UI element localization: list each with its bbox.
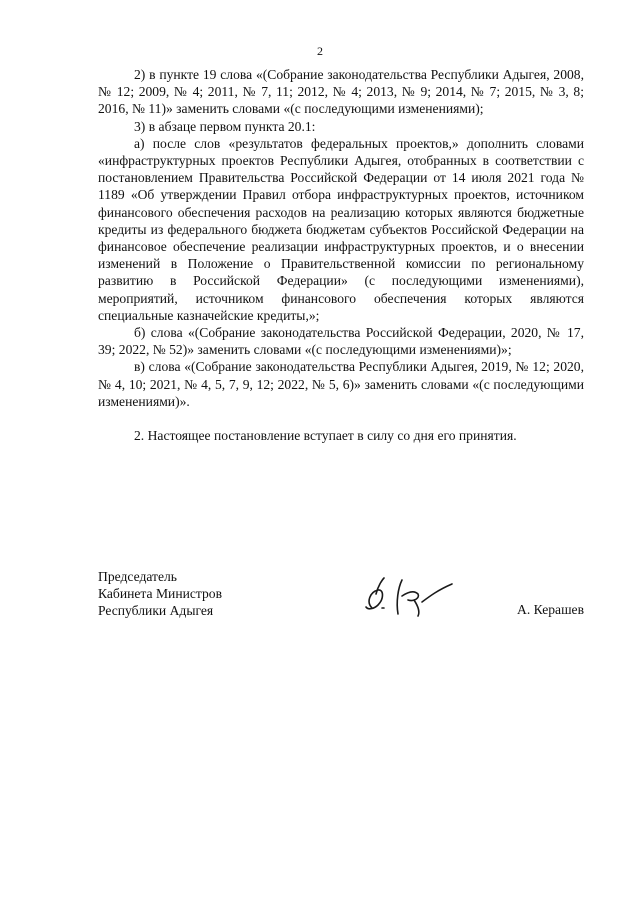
document-body	[98, 66, 584, 444]
signatory-name: А. Керашев	[517, 602, 584, 617]
paragraph-item-3: 3) в абзаце первом пункта 20.1:	[134, 118, 316, 134]
paragraph-effective-date: 2. Настоящее постановление вступает в силу со дня его принятия.	[134, 428, 517, 444]
signatory-title-line: Кабинета Министров	[98, 586, 223, 601]
handwritten-signature	[358, 572, 458, 622]
paragraph-item-2: 2) в пункте 19 слова «(Собрание законодательства Республики Адыгея, 2008, № 12; 2009, № 4; 2011, № 7, 11; 2012, № 4; 2013, № 9; 2014, № 7; 2015, № 3, 8; 2016, № 11)» заменить словами «(с последующими изменениями);	[98, 67, 584, 117]
signatory-title	[98, 568, 222, 619]
page-number: 2	[317, 44, 323, 58]
paragraph-subitem-v: в) слова «(Собрание законодательства Республики Адыгея, 2019, № 12; 2020, № 4, 10; 2021, № 4, 5, 7, 9, 12; 2022, № 5, 6)» заменить словами «(с последующими изменениями)».	[98, 359, 584, 409]
paragraph-subitem-b: б) слова «(Собрание законодательства Российской Федерации, 2020, № 17, 39; 2022, № 52)» заменить словами «(с последующими изменениями)»;	[98, 325, 584, 358]
paragraph-subitem-a: а) после слов «результатов федеральных проектов,» дополнить словами «инфраструктурных проектов Республики Адыгея, отобранных в соответствии с постановлением Правительства Российской Федерации от 14 июля 2021 года № 1189 «Об утверждении Правил отбора инфраструктурных проектов, источником финансового обеспечения расходов на реализацию которых являются бюджетные кредиты из федерального бюджета бюджетам субъектов Российской Федерации на финансовое обеспечение реализации инфраструктурных проектов, и о внесении изменений в Положение о Правительственной комиссии по региональному развитию в Российской Федерации» (с последующими изменениями), мероприятий, источником финансового обеспечения которых являются специальные казначейские кредиты,»;	[98, 135, 584, 323]
signatory-title-line: Республики Адыгея	[98, 603, 214, 618]
signatory-title-line: Председатель	[98, 569, 177, 584]
